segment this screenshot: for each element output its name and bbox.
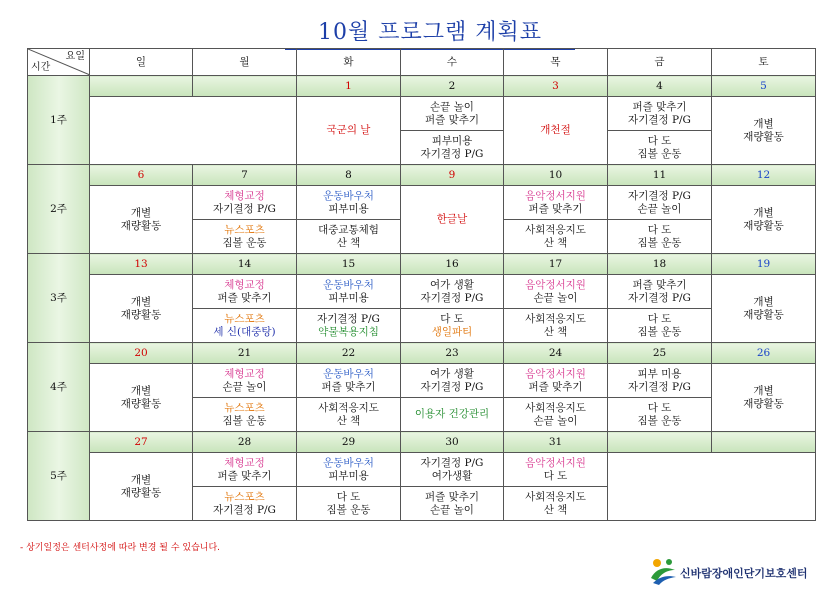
date-cell: 27 [90,432,193,453]
free-activity-cell: 개별 재량활동 [712,97,816,165]
activity-cell: 다 도 생일파티 [401,309,504,343]
week4-activity-row [28,364,816,398]
activity-cell: 운동바우처 피부미용 [297,453,401,487]
activity-cell: 다 도 짐볼 운동 [297,487,401,521]
date-cell: 4 [608,76,712,97]
date-cell: 2 [401,76,504,97]
week1-activity-row [28,97,816,131]
date-cell [193,76,297,97]
activity-cell: 다 도 짐볼 운동 [608,220,712,254]
day-header-wed: 수 [401,49,504,76]
week-label: 4주 [28,343,90,432]
day-header-sat: 토 [712,49,816,76]
date-cell: 19 [712,254,816,275]
day-header-tue: 화 [297,49,401,76]
week4-date-row [28,343,816,364]
activity-cell: 이용자 건강관리 [401,398,504,432]
week-label: 1주 [28,76,90,165]
date-cell: 7 [193,165,297,186]
corner-time-label: 시간 [31,62,51,73]
date-cell: 3 [504,76,608,97]
corner-day-label: 요일 [65,51,85,62]
date-cell: 25 [608,343,712,364]
week2-activity-row [28,186,816,220]
activity-cell: 퍼즐 맞추기 손끝 놀이 [401,487,504,521]
activity-cell: 손끝 놀이 퍼즐 맞추기 [401,97,504,131]
activity-cell: 뉴스포츠 세 신(대중탕) [193,309,297,343]
week-label: 2주 [28,165,90,254]
date-cell: 30 [401,432,504,453]
holiday-cell: 개천절 [504,97,608,165]
activity-cell: 사회적응지도 산 책 [504,220,608,254]
activity-cell: 뉴스포츠 자기결정 P/G [193,487,297,521]
week-label: 3주 [28,254,90,343]
activity-cell: 다 도 짐볼 운동 [608,398,712,432]
date-cell: 11 [608,165,712,186]
date-cell [90,76,193,97]
date-cell: 12 [712,165,816,186]
activity-cell: 사회적응지도 산 책 [297,398,401,432]
day-header-mon: 월 [193,49,297,76]
date-cell: 31 [504,432,608,453]
day-header-fri: 금 [608,49,712,76]
activity-cell: 체형교정 손끝 놀이 [193,364,297,398]
activity-cell: 음악정서지원 손끝 놀이 [504,275,608,309]
week2-date-row [28,165,816,186]
day-header-thu: 목 [504,49,608,76]
free-activity-cell: 개별 재량활동 [90,453,193,521]
holiday-cell: 한글날 [401,186,504,254]
date-cell: 1 [297,76,401,97]
activity-cell: 퍼즐 맞추기 자기결정 P/G [608,275,712,309]
week5-date-row [28,432,816,453]
date-cell [608,432,712,453]
date-cell: 21 [193,343,297,364]
activity-cell: 체형교정 퍼즐 맞추기 [193,453,297,487]
page-title: 10월 프로그램 계획표 [285,18,575,50]
activity-cell: 체형교정 퍼즐 맞추기 [193,275,297,309]
activity-cell: 다 도 짐볼 운동 [608,309,712,343]
activity-cell: 운동바우처 피부미용 [297,186,401,220]
date-cell: 5 [712,76,816,97]
holiday-cell: 국군의 날 [297,97,401,165]
date-cell: 28 [193,432,297,453]
date-cell: 18 [608,254,712,275]
schedule-table [27,48,816,521]
day-header-sun: 일 [90,49,193,76]
date-cell: 29 [297,432,401,453]
empty-cell [90,97,297,165]
free-activity-cell: 개별 재량활동 [712,364,816,432]
empty-cell [608,453,816,521]
date-cell: 20 [90,343,193,364]
date-cell: 24 [504,343,608,364]
week3-activity-row [28,275,816,309]
activity-cell: 음악정서지원 퍼즐 맞추기 [504,364,608,398]
date-cell: 10 [504,165,608,186]
date-cell: 14 [193,254,297,275]
activity-cell: 퍼즐 맞추기 자기결정 P/G [608,97,712,131]
center-name: 신바람장애인단기보호센터 [680,567,808,580]
date-cell: 17 [504,254,608,275]
date-cell: 26 [712,343,816,364]
week5-activity-row [28,453,816,487]
week3-date-row [28,254,816,275]
free-activity-cell: 개별 재량활동 [712,275,816,343]
date-cell: 8 [297,165,401,186]
activity-cell: 체형교정 자기결정 P/G [193,186,297,220]
activity-cell: 사회적응지도 손끝 놀이 [504,398,608,432]
activity-cell: 사회적응지도 산 책 [504,487,608,521]
schedule-note: - 상기일정은 센터사정에 따라 변경 될 수 있습니다. [20,543,221,553]
free-activity-cell: 개별 재량활동 [90,275,193,343]
activity-cell: 자기결정 P/G 손끝 놀이 [608,186,712,220]
header-corner [28,49,90,76]
date-cell: 22 [297,343,401,364]
date-cell: 15 [297,254,401,275]
activity-cell: 음악정서지원 퍼즐 맞추기 [504,186,608,220]
day-header-row [28,49,816,76]
week1-date-row [28,76,816,97]
activity-cell: 운동바우처 피부미용 [297,275,401,309]
activity-cell: 사회적응지도 산 책 [504,309,608,343]
free-activity-cell: 개별 재량활동 [712,186,816,254]
free-activity-cell: 개별 재량활동 [90,186,193,254]
week-label: 5주 [28,432,90,521]
date-cell: 6 [90,165,193,186]
activity-cell: 음악정서지원 다 도 [504,453,608,487]
date-cell: 9 [401,165,504,186]
date-cell: 23 [401,343,504,364]
activity-cell: 여가 생활 자기결정 P/G [401,275,504,309]
free-activity-cell: 개별 재량활동 [90,364,193,432]
activity-cell: 피부 미용 자기결정 P/G [608,364,712,398]
activity-cell: 뉴스포츠 짐볼 운동 [193,398,297,432]
center-logo-icon [648,556,678,586]
activity-cell: 자기결정 P/G 약물복용지침 [297,309,401,343]
activity-cell: 운동바우처 퍼즐 맞추기 [297,364,401,398]
activity-cell: 대중교통체험 산 책 [297,220,401,254]
date-cell: 16 [401,254,504,275]
activity-cell: 다 도 짐볼 운동 [608,131,712,165]
date-cell: 13 [90,254,193,275]
activity-cell: 뉴스포츠 짐볼 운동 [193,220,297,254]
date-cell [712,432,816,453]
activity-cell: 여가 생활 자기결정 P/G [401,364,504,398]
center-logo [648,556,828,586]
activity-cell: 자기결정 P/G 여가생활 [401,453,504,487]
activity-cell: 피부미용 자기결정 P/G [401,131,504,165]
